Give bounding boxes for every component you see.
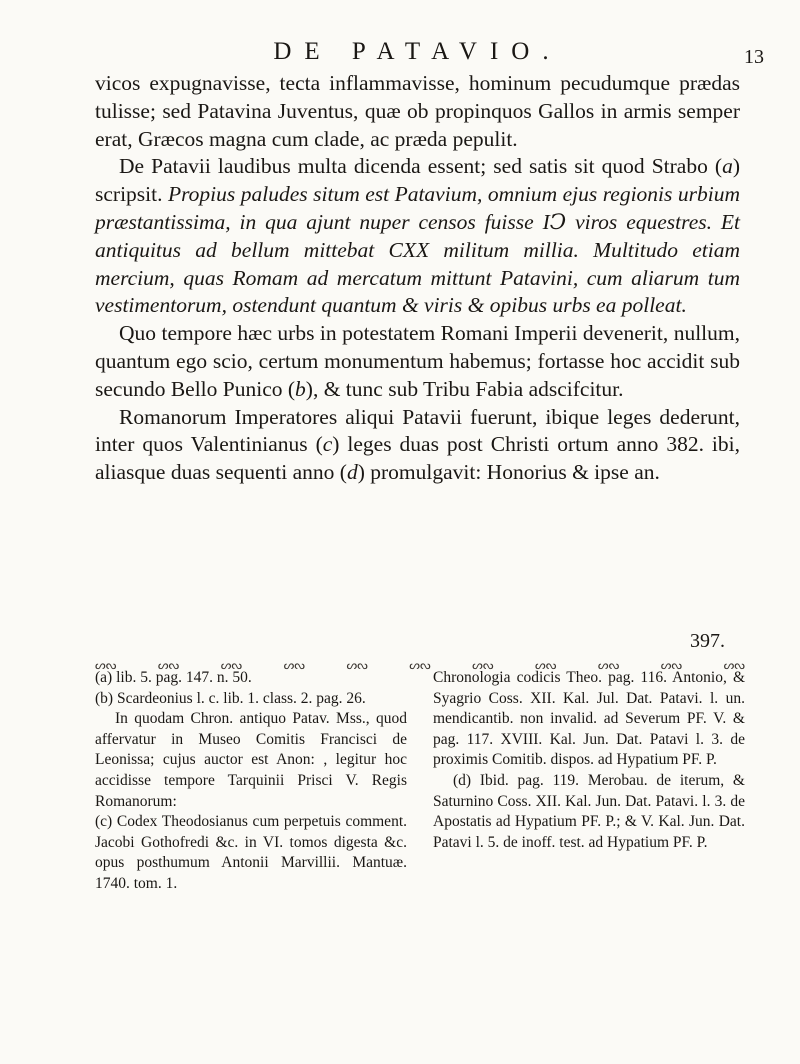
- ornament-glyph: ᔕᔓ: [660, 658, 683, 672]
- footnote-ref-c: c: [322, 432, 333, 457]
- strabo-quotation: Propius paludes situm est Patavium, omnium ejus regionis urbium præstantissima, in qua ajunt nuper censos fuisse IↃ viros equestres. Et antiquitus ad bellum mittebat CXX militum millia. Multitudo etiam mercium, quas Romam ad mercatum mittunt Patavini, cum aliarum tum vestimentorum, ostendunt quantum & viris & opibus urbs ea polleat.: [95, 182, 740, 318]
- paragraph-4: [95, 404, 740, 487]
- page-number: 13: [744, 46, 764, 68]
- ornament-glyph: ᔕᔓ: [535, 658, 557, 672]
- paragraph-4-middle: ) leges duas post Christi ortum anno 382. ibi, aliasque duas sequenti anno (: [95, 432, 740, 485]
- header-title: DE PATAVIO.: [273, 38, 562, 65]
- footnote-c-continued: Chronologia codicis Theo. pag. 116. Antonio, & Syagrio Coss. XII. Kal. Jul. Dat. Patavi. l. un. mendicantib. non invalid. ad Severum PF. V. & pag. 117. XVIII. Kal. Jun. Dat. Patavi l. 3. de proximis Comitib. dispos. ad Hypatium PF. P.: [433, 669, 745, 769]
- ornament-glyph: ᔕᔓ: [723, 658, 745, 672]
- footnote-a: (a) lib. 5. pag. 147. n. 50.: [95, 669, 252, 686]
- ornament-glyph: ᔕᔓ: [95, 658, 117, 672]
- ornament-glyph: ᔕᔓ: [597, 658, 620, 672]
- ornament-glyph: ᔕᔓ: [283, 658, 305, 672]
- ornament-glyph: ᔕᔓ: [346, 658, 368, 672]
- footnote-b-continued: In quodam Chron. antiquo Patav. Mss., quod affervatur in Museo Comitis Francisci de Leonissa; cujus auctor est Anon: , legitur hoc accidisse tempore Tarquinii Prisci V. Regis Romanorum:: [95, 710, 407, 810]
- footnote-c: (c) Codex Theodosianus cum perpetuis comment. Jacobi Gothofredi &c. in VI. tomos digesta &c. opus posthumum Antonii Marvillii. Mantuæ. 1740. tom. 1.: [95, 813, 407, 892]
- ornament-glyph: ᔕᔓ: [472, 658, 494, 672]
- catchword: 397.: [690, 630, 725, 652]
- footnotes: [95, 668, 745, 895]
- paragraph-4-text: Romanorum Imperatores aliqui Patavii fuerunt, ibique leges dederunt, inter quos Valentinianus (: [95, 404, 740, 457]
- ornament-glyph: ᔕᔓ: [220, 658, 243, 672]
- footnote-d: (d) Ibid. pag. 119. Merobau. de iterum, & Saturnino Coss. XII. Kal. Jun. Dat. Patavi. l. 3. de Apostatis ad Hypatium PF. P.; & V. Kal. Jun. Dat. Patavi l. 5. de inoff. test. ad Hypatium PF. P.: [433, 771, 745, 851]
- footnotes-right-column: [433, 668, 745, 895]
- footnote-ref-d: d: [346, 460, 358, 485]
- paragraph-2: [95, 153, 740, 320]
- paragraph-4-end: ) promulgavit: Honorius & ipse an.: [357, 460, 660, 485]
- footnote-b: (b) Scardeonius l. c. lib. 1. class. 2. pag. 26.: [95, 689, 366, 707]
- paragraph-2-intro-end: ) scripsit.: [95, 154, 740, 207]
- footnote-ref-a: a: [722, 154, 733, 179]
- paragraph-1: vicos expugnavisse, tecta inflammavisse, hominum pecudumque prædas tulisse; sed Patavina Juventus, quæ ob propinquos Gallos in armis semper erat, Græcos magna cum clade, ac præda pepulit.: [95, 71, 740, 151]
- main-text: [95, 70, 740, 487]
- footnote-ref-b: b: [295, 376, 306, 401]
- running-header: [95, 38, 740, 66]
- ornament-glyph: ᔕᔓ: [157, 658, 180, 672]
- paragraph-3: [95, 320, 740, 403]
- paragraph-2-intro: De Patavii laudibus multa dicenda essent; sed satis sit quod Strabo (: [119, 154, 723, 179]
- ornament-glyph: ᔕᔓ: [409, 658, 431, 672]
- paragraph-3-text: Quo tempore hæc urbs in potestatem Romani Imperii devenerit, nullum, quantum ego scio, certum monumentum habemus; fortasse hoc accidit sub secundo Bello Punico (: [95, 321, 740, 401]
- footnotes-left-column: [95, 668, 407, 895]
- paragraph-3-end: ), & tunc sub Tribu Fabia adscifcitur.: [305, 376, 624, 401]
